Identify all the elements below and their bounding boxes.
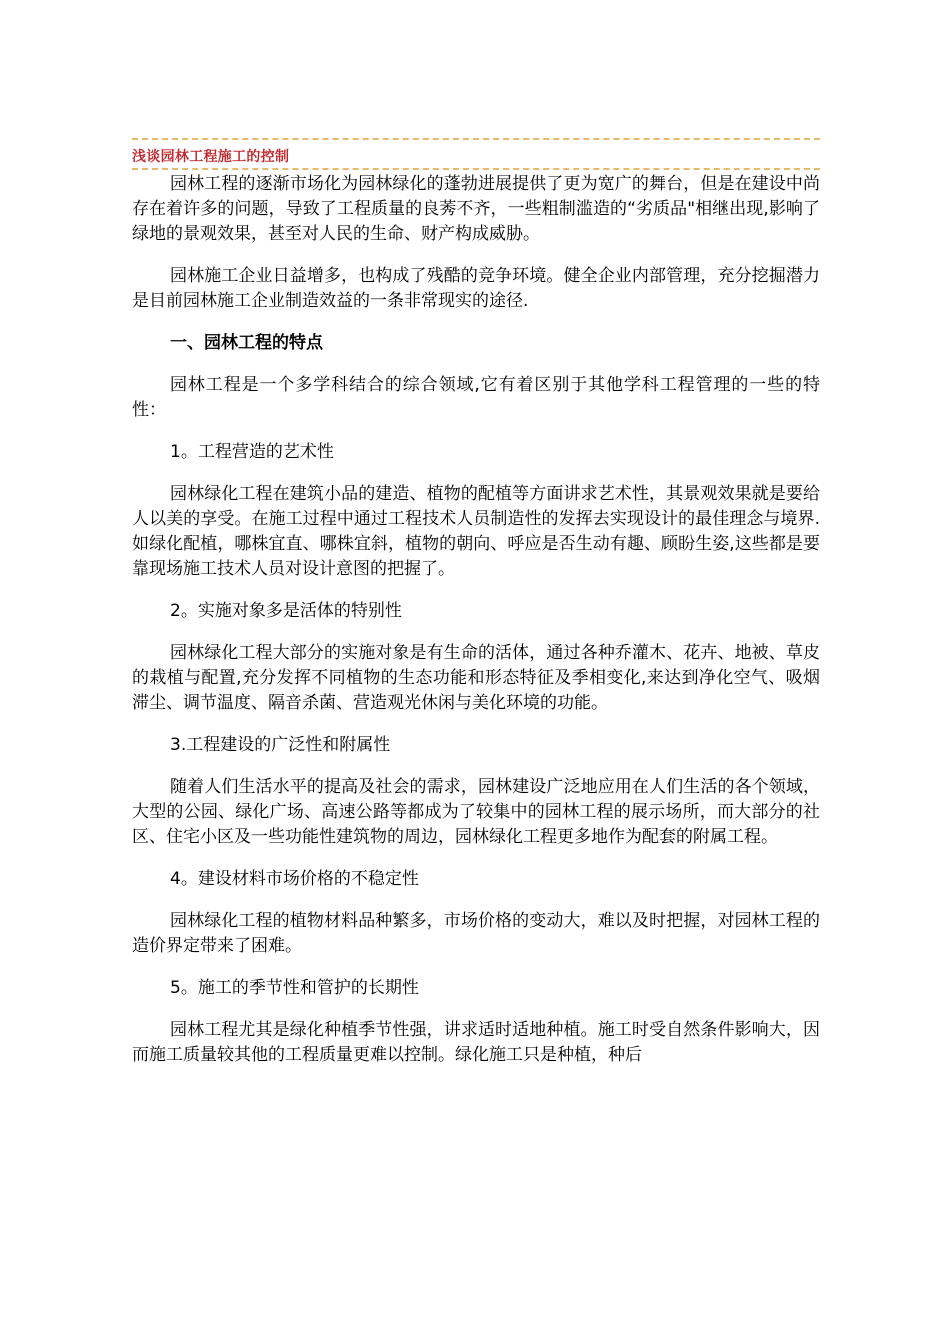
document-body xyxy=(132,172,820,1085)
subsection-paragraph: 园林绿化工程在建筑小品的建造、植物的配植等方面讲求艺术性，其景观效果就是要给人以美的享受。在施工过程中通过工程技术人员制造性的发挥去实现设计的最佳理念与境界.如绿化配植，哪株宜直、哪株宜斜，植物的朝向、呼应是否生动有趣、顾盼生姿,这些都是要靠现场施工技术人员对设计意图的把握了。 xyxy=(132,484,820,579)
subsection-paragraph: 园林绿化工程的植物材料品种繁多，市场价格的变动大，难以及时把握，对园林工程的造价界定带来了困难。 xyxy=(132,911,820,956)
subsection-paragraph: 园林工程尤其是绿化种植季节性强，讲求适时适地种植。施工时受自然条件影响大，因而施工质量较其他的工程质量更难以控制。绿化施工只是种植，种后 xyxy=(132,1020,820,1065)
subsection-heading: 2。实施对象多是活体的特别性 xyxy=(170,601,402,621)
document-title: 浅谈园林工程施工的控制 xyxy=(132,149,290,165)
subsection-heading: 5。施工的季节性和管护的长期性 xyxy=(170,978,419,998)
subsection-paragraph: 随着人们生活水平的提高及社会的需求，园林建设广泛地应用在人们生活的各个领域，大型的公园、绿化广场、高速公路等都成为了较集中的园林工程的展示场所，而大部分的社区、住宅小区及一些功能性建筑物的周边，园林绿化工程更多地作为配套的附属工程。 xyxy=(132,777,820,847)
section-heading: 一、园林工程的特点 xyxy=(170,333,323,353)
intro-paragraph: 园林工程的逐渐市场化为园林绿化的蓬勃进展提供了更为宽广的舞台，但是在建设中尚存在着许多的问题，导致了工程质量的良莠不齐，一些粗制滥造的“劣质品"相继出现,影响了绿地的景观效果，甚至对人民的生命、财产构成威胁。 xyxy=(132,174,820,244)
section-intro-paragraph: 园林工程是一个多学科结合的综合领域,它有着区别于其他学科工程管理的一些的特性： xyxy=(132,375,820,420)
subsection-heading: 3.工程建设的广泛性和附属性 xyxy=(170,735,391,755)
title-divider-top xyxy=(132,138,820,140)
title-divider-bottom xyxy=(132,168,820,170)
title-block xyxy=(132,138,820,172)
intro-paragraph: 园林施工企业日益增多，也构成了残酷的竞争环境。健全企业内部管理，充分挖掘潜力是目前园林施工企业制造效益的一条非常现实的途径. xyxy=(132,266,820,311)
subsection-paragraph: 园林绿化工程大部分的实施对象是有生命的活体，通过各种乔灌木、花卉、地被、草皮的栽植与配置,充分发挥不同植物的生态功能和形态特征及季相变化,来达到净化空气、吸烟滞尘、调节温度、隔音杀菌、营造观光休闲与美化环境的功能。 xyxy=(132,643,820,713)
subsection-heading: 1。工程营造的艺术性 xyxy=(170,442,334,462)
subsection-heading: 4。建设材料市场价格的不稳定性 xyxy=(170,869,419,889)
